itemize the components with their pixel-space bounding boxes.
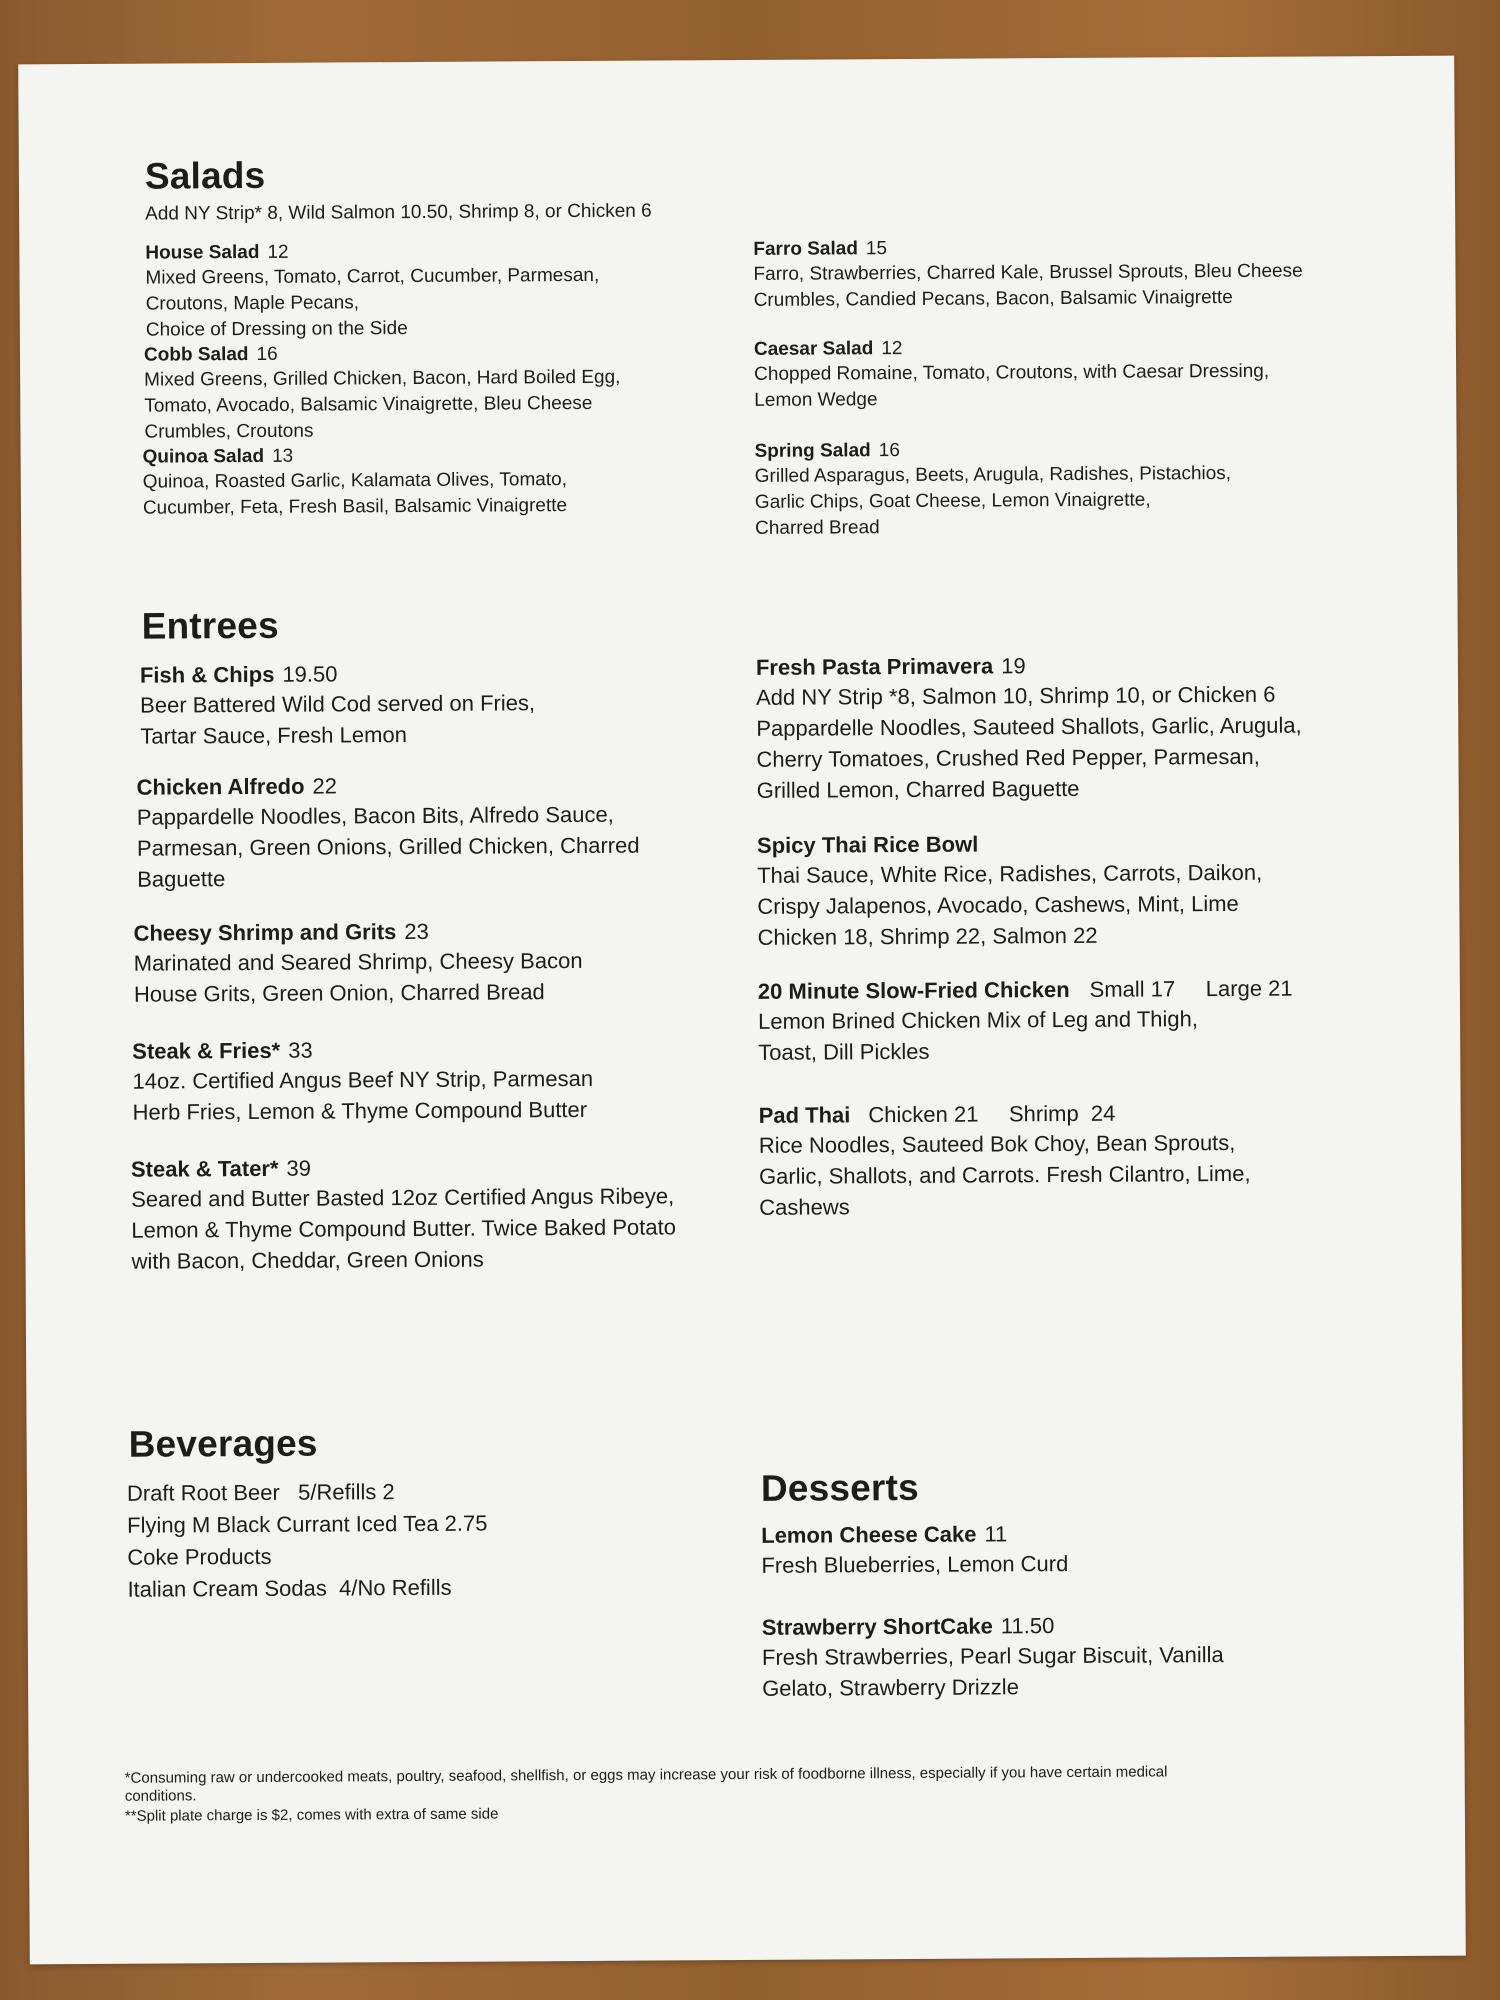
item-price: 39 — [286, 1155, 312, 1181]
item-description: House Grits, Green Onion, Charred Bread — [133, 979, 545, 1007]
item-description: Quinoa, Roasted Garlic, Kalamata Olives, Tomato, — [142, 469, 568, 493]
menu-item-farro-salad — [753, 235, 1303, 314]
item-description: Lemon & Thyme Compound Butter. Twice Baked Potato — [131, 1214, 677, 1243]
item-description: Charred Bread — [754, 517, 880, 539]
item-name: Cheesy Shrimp and Grits — [133, 919, 397, 946]
item-description: Garlic, Shallots, and Carrots. Fresh Cilantro, Lime, — [758, 1160, 1251, 1189]
item-price: 16 — [256, 343, 278, 365]
item-description: Rice Noodles, Sauteed Bok Choy, Bean Sprouts, — [758, 1129, 1236, 1158]
menu-page — [18, 56, 1466, 1965]
item-description: Baguette — [137, 866, 226, 892]
footnote-raw-food-warning-cont: conditions. — [124, 1787, 197, 1805]
item-description: Croutons, Maple Pecans, — [145, 292, 360, 315]
item-price: Chicken 21 Shrimp 24 — [868, 1100, 1116, 1128]
item-description: Farro, Strawberries, Charred Kale, Brussel Sprouts, Bleu Cheese — [753, 260, 1303, 285]
item-description: Tomato, Avocado, Balsamic Vinaigrette, Bleu Cheese — [144, 392, 593, 417]
item-description: Fresh Strawberries, Pearl Sugar Biscuit, Vanilla — [761, 1642, 1224, 1670]
item-price: 11.50 — [1000, 1613, 1055, 1639]
footnote-raw-food-warning: *Consuming raw or undercooked meats, poultry, seafood, shellfish, or eggs may increase your risk of foodborne illness, especially if you have certain medical — [124, 1763, 1168, 1787]
menu-item-steak-and-tater — [131, 1152, 676, 1276]
beverages-list — [127, 1476, 488, 1606]
entrees-heading: Entrees — [141, 604, 279, 647]
item-name: Cobb Salad — [143, 344, 249, 366]
item-description: Marinated and Seared Shrimp, Cheesy Bacon — [133, 947, 583, 976]
item-description: Thai Sauce, White Rice, Radishes, Carrots, Daikon, — [757, 859, 1263, 888]
menu-item-fresh-pasta-primavera — [756, 651, 1302, 806]
item-name: Chicken Alfredo — [136, 773, 305, 800]
item-description: Seared and Butter Basted 12oz Certified Angus Ribeye, — [131, 1183, 675, 1212]
item-description: Beer Battered Wild Cod served on Fries, — [140, 690, 536, 718]
item-description: Grilled Asparagus, Beets, Arugula, Radishes, Pistachios, — [754, 463, 1232, 487]
item-description: Parmesan, Green Onions, Grilled Chicken, Charred — [136, 832, 640, 861]
item-description: Chicken 18, Shrimp 22, Salmon 22 — [757, 922, 1098, 950]
menu-item-slow-fried-chicken — [758, 975, 1293, 1068]
item-description: Lemon Wedge — [754, 389, 878, 411]
item-name: Quinoa Salad — [142, 445, 265, 468]
item-name: Steak & Fries* — [132, 1037, 281, 1064]
item-name: 20 Minute Slow-Fried Chicken — [757, 976, 1070, 1004]
item-name: Steak & Tater* — [130, 1155, 279, 1182]
item-description: Pappardelle Noodles, Sauteed Shallots, Garlic, Arugula, — [756, 712, 1302, 741]
menu-item-quinoa-salad — [143, 443, 568, 522]
item-price: 11 — [984, 1521, 1008, 1547]
menu-item-steak-and-fries — [132, 1035, 593, 1128]
item-description: Mixed Greens, Grilled Chicken, Bacon, Hard Boiled Egg, — [144, 366, 621, 391]
item-description: Herb Fries, Lemon & Thyme Compound Butter — [132, 1096, 588, 1125]
item-price: 19 — [1001, 653, 1026, 679]
item-price: 12 — [881, 338, 903, 360]
menu-item-pad-thai — [759, 1099, 1251, 1223]
item-name: Farro Salad — [753, 238, 858, 260]
footnotes — [125, 1762, 1365, 1826]
menu-item-caesar-salad — [754, 335, 1269, 414]
item-price: Small 17 Large 21 — [1089, 975, 1293, 1002]
menu-item-house-salad — [145, 239, 599, 344]
item-description: Choice of Dressing on the Side — [145, 318, 408, 341]
beverages-heading: Beverages — [128, 1422, 318, 1465]
item-price: 13 — [271, 445, 294, 467]
salads-heading: Salads — [144, 154, 266, 197]
item-name: Spicy Thai Rice Bowl — [756, 831, 979, 858]
item-price: 23 — [404, 918, 429, 945]
item-description: 14oz. Certified Angus Beef NY Strip, Parmesan — [132, 1065, 594, 1094]
item-description: Tartar Sauce, Fresh Lemon — [140, 722, 407, 749]
item-price: 19.50 — [282, 661, 338, 687]
beverage-item: Draft Root Beer 5/Refills 2 — [126, 1479, 395, 1506]
beverage-item: Coke Products — [127, 1543, 272, 1570]
item-description: Mixed Greens, Tomato, Carrot, Cucumber, Parmesan, — [145, 264, 600, 289]
item-name: Fish & Chips — [139, 661, 275, 688]
item-description: Crumbles, Candied Pecans, Bacon, Balsamic Vinaigrette — [753, 286, 1233, 311]
item-name: Strawberry ShortCake — [761, 1613, 993, 1640]
item-description: Cucumber, Feta, Fresh Basil, Balsamic Vinaigrette — [142, 495, 568, 519]
item-name: Caesar Salad — [753, 338, 874, 360]
item-description: Cherry Tomatoes, Crushed Red Pepper, Parmesan, — [756, 743, 1260, 772]
beverage-item: Italian Cream Sodas 4/No Refills — [127, 1574, 452, 1602]
item-description: Pappardelle Noodles, Bacon Bits, Alfredo Sauce, — [136, 801, 614, 830]
beverage-item: Flying M Black Currant Iced Tea 2.75 — [127, 1510, 488, 1538]
item-description: Fresh Blueberries, Lemon Curd — [761, 1551, 1069, 1578]
item-description: Gelato, Strawberry Drizzle — [762, 1674, 1019, 1701]
item-description: Cashews — [759, 1194, 850, 1220]
item-description: Add NY Strip *8, Salmon 10, Shrimp 10, or Chicken 6 — [756, 681, 1276, 710]
item-price: 22 — [312, 773, 338, 799]
item-description: Crispy Jalapenos, Avocado, Cashews, Mint, Lime — [757, 890, 1239, 919]
menu-item-cheesy-shrimp-and-grits — [133, 917, 582, 1010]
menu-item-lemon-cheese-cake — [761, 1520, 1068, 1581]
menu-item-fish-and-chips — [140, 659, 535, 751]
item-name: Spring Salad — [754, 440, 871, 462]
item-description: with Bacon, Cheddar, Green Onions — [131, 1246, 484, 1274]
item-description: Crumbles, Croutons — [144, 420, 314, 443]
desserts-heading: Desserts — [760, 1466, 919, 1509]
item-name: House Salad — [145, 241, 260, 264]
item-name: Fresh Pasta Primavera — [755, 653, 994, 680]
item-description: Garlic Chips, Goat Cheese, Lemon Vinaigrette, — [754, 489, 1151, 513]
item-name: Lemon Cheese Cake — [761, 1521, 977, 1548]
salads-addon-note: Add NY Strip* 8, Wild Salmon 10.50, Shrimp 8, or Chicken 6 — [145, 200, 652, 225]
menu-item-spring-salad — [755, 437, 1232, 542]
item-price: 12 — [267, 241, 289, 263]
item-price: 16 — [878, 440, 900, 462]
menu-item-cobb-salad — [144, 341, 621, 446]
item-description: Grilled Lemon, Charred Baguette — [756, 775, 1080, 803]
menu-item-strawberry-shortcake — [762, 1611, 1224, 1704]
menu-item-chicken-alfredo — [137, 771, 640, 895]
item-description: Chopped Romaine, Tomato, Croutons, with Caesar Dressing, — [754, 360, 1270, 385]
footnote-split-plate: **Split plate charge is $2, comes with extra of same side — [124, 1805, 499, 1825]
menu-item-spicy-thai-rice-bowl — [757, 829, 1263, 953]
item-description: Toast, Dill Pickles — [758, 1038, 930, 1065]
item-price: 15 — [865, 238, 888, 260]
item-price: 33 — [288, 1037, 313, 1063]
item-description: Lemon Brined Chicken Mix of Leg and Thigh, — [757, 1006, 1198, 1034]
item-name: Pad Thai — [758, 1102, 851, 1128]
